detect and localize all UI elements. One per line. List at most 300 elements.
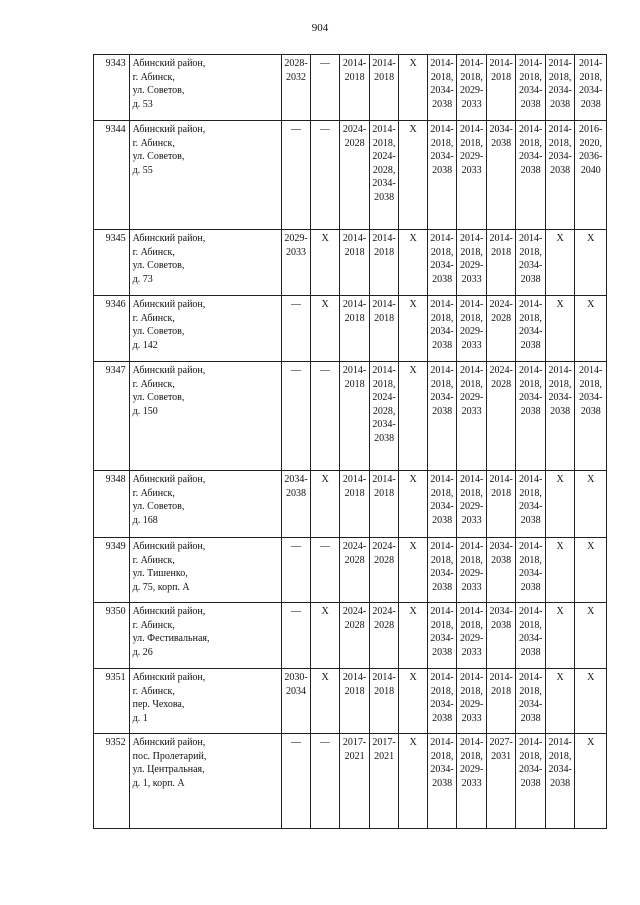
address-line: д. 150 — [132, 405, 158, 417]
period-line: 2018 — [491, 246, 512, 258]
period-line: 2033 — [461, 339, 482, 351]
period-line: X — [556, 606, 564, 617]
period-cell — [427, 55, 457, 121]
period-line: 2024- — [342, 606, 367, 617]
period-line: 2033 — [461, 405, 482, 417]
period-line: 2034- — [518, 326, 543, 338]
period-line: 2034- — [579, 85, 603, 97]
period-cell — [282, 538, 311, 603]
period-line: 2034- — [518, 260, 543, 272]
period-line: 2038 — [550, 98, 571, 110]
period-cell — [369, 362, 399, 471]
table-row — [94, 55, 607, 121]
address-line: Абинский район, — [132, 541, 206, 552]
period-line: X — [321, 606, 329, 617]
period-line: 2033 — [461, 581, 482, 593]
period-cell — [457, 471, 487, 538]
period-cell — [516, 471, 546, 538]
period-line: 2014- — [459, 672, 484, 683]
period-line: 2038 — [374, 191, 395, 203]
address-cell — [129, 734, 282, 829]
period-line: 2038 — [520, 405, 541, 417]
period-cell — [545, 296, 575, 362]
period-line: 2033 — [461, 164, 482, 176]
period-line: — — [291, 365, 302, 376]
period-line: 2014- — [489, 474, 513, 485]
address-line: д. 73 — [132, 273, 153, 285]
period-cell — [575, 669, 607, 734]
period-line: 2029- — [459, 764, 484, 776]
period-line: 2038 — [520, 712, 541, 724]
period-line: 2024- — [342, 541, 367, 552]
period-line: 2034- — [430, 151, 454, 163]
period-cell — [310, 603, 340, 669]
period-cell — [282, 296, 311, 362]
period-line: X — [409, 737, 417, 748]
address-line: г. Абинск, — [132, 554, 175, 566]
table-row — [94, 471, 607, 538]
address-line: г. Абинск, — [132, 685, 175, 697]
period-line: 2028, — [372, 164, 396, 176]
period-line: 2038 — [491, 554, 512, 566]
period-line: 2029- — [459, 85, 484, 97]
address-line: ул. Советов, — [132, 260, 185, 272]
period-line: 2031 — [491, 750, 512, 762]
period-line: 2028 — [491, 312, 512, 324]
period-line: X — [321, 672, 329, 683]
period-line: 2038 — [432, 581, 453, 593]
address-line: г. Абинск, — [132, 378, 175, 390]
table-row — [94, 603, 607, 669]
period-line: 2017- — [342, 737, 367, 748]
period-line: 2014- — [372, 474, 396, 485]
period-cell — [310, 538, 340, 603]
period-line: 2018 — [344, 312, 365, 324]
address-line: Абинский район, — [132, 365, 206, 376]
row-number: 9350 — [94, 603, 130, 669]
period-line: — — [291, 124, 302, 135]
period-line: 2014- — [459, 233, 484, 244]
period-line: 2021 — [374, 750, 395, 762]
period-cell — [575, 538, 607, 603]
period-line: 2018 — [344, 378, 365, 390]
period-line: 2038 — [491, 137, 512, 149]
period-line: 2038 — [432, 98, 453, 110]
period-cell — [369, 296, 399, 362]
period-line: 2034- — [548, 764, 572, 776]
period-line: 2033 — [461, 646, 482, 658]
period-line: 2034- — [518, 151, 543, 163]
period-cell — [427, 121, 457, 230]
period-line: X — [409, 606, 417, 617]
period-cell — [545, 538, 575, 603]
period-line: 2014- — [342, 233, 367, 244]
schedule-table — [93, 54, 607, 829]
period-cell — [457, 669, 487, 734]
address-line: ул. Центральная, — [132, 764, 205, 776]
period-line: 2018 — [374, 71, 395, 83]
period-line: 2034- — [579, 392, 603, 404]
period-cell — [310, 55, 340, 121]
period-line: 2034- — [518, 568, 543, 580]
row-number: 9349 — [94, 538, 130, 603]
period-cell — [486, 538, 516, 603]
period-line: 2014- — [430, 541, 454, 552]
address-cell — [129, 603, 282, 669]
period-cell — [340, 538, 370, 603]
period-line: 2014- — [459, 58, 484, 69]
period-line: 2018, — [430, 71, 454, 83]
period-line: X — [321, 474, 329, 485]
address-line: г. Абинск, — [132, 312, 175, 324]
period-line: 2018, — [460, 378, 483, 390]
period-line: 2014- — [579, 365, 603, 376]
address-line: г. Абинск, — [132, 619, 175, 631]
period-line: 2038 — [550, 777, 571, 789]
period-cell — [545, 734, 575, 829]
period-line: 2034- — [430, 85, 454, 97]
period-line: 2028 — [344, 137, 365, 149]
address-line: пос. Пролетарий, — [132, 750, 207, 762]
period-cell — [310, 362, 340, 471]
period-cell — [399, 296, 428, 362]
address-line: Абинский район, — [132, 124, 206, 135]
period-line: 2038 — [520, 646, 541, 658]
period-cell — [282, 669, 311, 734]
row-number: 9343 — [94, 55, 130, 121]
period-line: 2018, — [519, 71, 542, 83]
period-cell — [486, 230, 516, 296]
period-line: X — [556, 299, 564, 310]
address-line: д. 26 — [132, 646, 153, 658]
period-cell — [282, 121, 311, 230]
period-line: 2038 — [432, 405, 453, 417]
period-cell — [340, 55, 370, 121]
period-line: 2020, — [579, 137, 602, 149]
period-line: 2018 — [491, 487, 512, 499]
period-line: 2038 — [550, 164, 571, 176]
period-line: 2018, — [430, 619, 454, 631]
period-line: 2014- — [548, 737, 572, 748]
period-line: X — [556, 541, 564, 552]
period-line: 2029- — [459, 392, 484, 404]
period-line: X — [587, 299, 595, 310]
period-line: 2014- — [579, 58, 603, 69]
period-cell — [575, 296, 607, 362]
period-line: 2018, — [548, 750, 572, 762]
period-line: 2038 — [432, 712, 453, 724]
period-line: 2034- — [518, 392, 543, 404]
period-line: — — [291, 299, 302, 310]
period-line: 2018, — [460, 750, 483, 762]
period-line: 2021 — [344, 750, 365, 762]
period-cell — [427, 296, 457, 362]
period-cell — [516, 55, 546, 121]
address-line: Абинский район, — [132, 58, 206, 69]
period-cell — [369, 734, 399, 829]
period-line: 2014- — [430, 737, 454, 748]
period-line: 2018, — [430, 750, 454, 762]
period-cell — [340, 230, 370, 296]
period-line: 2028 — [344, 554, 365, 566]
period-cell — [310, 669, 340, 734]
period-line: 2038 — [520, 164, 541, 176]
period-cell — [545, 55, 575, 121]
period-line: 2028, — [372, 405, 396, 417]
address-line: ул. Советов, — [132, 326, 185, 338]
period-cell — [310, 230, 340, 296]
period-line: 2034- — [518, 633, 543, 645]
period-line: 2040 — [580, 164, 601, 176]
period-line: 2014- — [548, 124, 572, 135]
period-line: X — [409, 672, 417, 683]
period-line: X — [587, 541, 595, 552]
period-line: 2033 — [461, 98, 482, 110]
period-line: 2032 — [286, 71, 307, 83]
period-cell — [340, 296, 370, 362]
period-cell — [282, 230, 311, 296]
period-line: — — [291, 541, 302, 552]
period-line: 2034- — [489, 606, 513, 617]
period-line: 2038 — [520, 581, 541, 593]
address-line: Абинский район, — [132, 233, 206, 244]
period-line: X — [587, 737, 595, 748]
period-line: 2036- — [579, 151, 603, 163]
period-line: X — [556, 233, 564, 244]
period-cell — [427, 471, 457, 538]
period-line: 2014- — [548, 58, 572, 69]
period-line: 2034- — [430, 392, 454, 404]
period-line: 2027- — [489, 737, 513, 748]
period-cell — [545, 230, 575, 296]
period-line: 2014- — [342, 474, 367, 485]
period-cell — [457, 55, 487, 121]
period-cell — [340, 734, 370, 829]
period-line: 2018, — [460, 312, 483, 324]
period-line: 2014- — [459, 606, 484, 617]
period-line: 2018, — [460, 246, 483, 258]
period-line: 2018, — [519, 137, 542, 149]
address-line: Абинский район, — [132, 474, 206, 485]
period-line: 2034- — [430, 501, 454, 513]
period-line: 2018, — [372, 378, 396, 390]
period-cell — [486, 669, 516, 734]
period-line: 2034 — [286, 685, 307, 697]
address-cell — [129, 471, 282, 538]
period-line: 2038 — [580, 405, 601, 417]
period-line: 2018, — [430, 685, 454, 697]
address-line: д. 1, корп. А — [132, 777, 185, 789]
period-line: 2038 — [520, 98, 541, 110]
period-line: 2018 — [344, 487, 365, 499]
period-line: 2018, — [430, 137, 454, 149]
address-line: ул. Советов, — [132, 85, 185, 97]
period-line: 2034- — [518, 699, 543, 711]
period-line: 2034- — [518, 85, 543, 97]
period-line: — — [320, 541, 331, 552]
period-cell — [575, 121, 607, 230]
period-line: 2014- — [372, 672, 396, 683]
address-line: ул. Тишенко, — [132, 568, 188, 580]
period-line: 2014- — [459, 737, 484, 748]
period-line: 2024- — [489, 299, 513, 310]
period-line: X — [409, 365, 417, 376]
row-number: 9347 — [94, 362, 130, 471]
address-line: д. 1 — [132, 712, 148, 724]
period-line: 2038 — [520, 339, 541, 351]
period-line: 2029- — [459, 699, 484, 711]
address-line: д. 55 — [132, 164, 153, 176]
period-line: 2014- — [518, 233, 543, 244]
period-cell — [310, 296, 340, 362]
period-cell — [545, 121, 575, 230]
period-line: X — [321, 299, 329, 310]
period-line: 2034- — [372, 419, 396, 431]
period-line: 2018 — [344, 685, 365, 697]
period-line: 2018 — [374, 685, 395, 697]
period-line: 2038 — [432, 339, 453, 351]
period-line: 2018, — [548, 378, 572, 390]
period-line: 2029- — [459, 326, 484, 338]
period-line: 2014- — [430, 124, 454, 135]
period-line: 2038 — [520, 514, 541, 526]
period-line: 2014- — [430, 233, 454, 244]
period-cell — [575, 734, 607, 829]
period-line: 2033 — [461, 273, 482, 285]
period-line: 2018, — [460, 71, 483, 83]
period-line: 2028 — [344, 619, 365, 631]
period-cell — [457, 603, 487, 669]
period-line: 2033 — [461, 712, 482, 724]
period-line: 2018, — [430, 554, 454, 566]
period-line: X — [587, 474, 595, 485]
period-cell — [369, 55, 399, 121]
period-cell — [369, 471, 399, 538]
period-line: 2018, — [460, 685, 483, 697]
period-line: 2038 — [520, 273, 541, 285]
period-line: 2014- — [430, 365, 454, 376]
period-cell — [399, 362, 428, 471]
row-number: 9348 — [94, 471, 130, 538]
period-line: 2034- — [430, 764, 454, 776]
row-number: 9344 — [94, 121, 130, 230]
period-line: 2034- — [430, 699, 454, 711]
period-line: X — [409, 299, 417, 310]
period-cell — [399, 230, 428, 296]
period-cell — [369, 538, 399, 603]
period-line: 2034- — [430, 568, 454, 580]
period-cell — [516, 121, 546, 230]
period-line: 2038 — [432, 164, 453, 176]
address-line: ул. Советов, — [132, 392, 185, 404]
period-cell — [340, 471, 370, 538]
period-cell — [516, 296, 546, 362]
period-line: 2024- — [489, 365, 513, 376]
period-line: 2014- — [342, 58, 367, 69]
period-line: 2038 — [520, 777, 541, 789]
period-cell — [457, 121, 487, 230]
period-line: 2033 — [461, 777, 482, 789]
period-cell — [399, 669, 428, 734]
period-line: 2029- — [459, 568, 484, 580]
period-line: X — [321, 233, 329, 244]
period-line: 2018, — [519, 487, 542, 499]
period-line: 2018, — [579, 378, 602, 390]
period-line: X — [409, 124, 417, 135]
period-cell — [427, 734, 457, 829]
period-cell — [282, 471, 311, 538]
period-cell — [486, 121, 516, 230]
period-line: — — [320, 58, 331, 69]
period-cell — [340, 669, 370, 734]
period-line: 2018 — [344, 71, 365, 83]
period-line: 2018, — [430, 378, 454, 390]
period-line: 2018, — [430, 487, 454, 499]
period-line: 2034- — [430, 326, 454, 338]
period-cell — [369, 121, 399, 230]
table-row — [94, 734, 607, 829]
period-line: 2038 — [432, 514, 453, 526]
period-line: 2014- — [459, 365, 484, 376]
period-line: 2018, — [519, 378, 542, 390]
address-cell — [129, 538, 282, 603]
address-cell — [129, 669, 282, 734]
period-cell — [282, 603, 311, 669]
period-line: 2018, — [548, 71, 572, 83]
period-cell — [457, 230, 487, 296]
period-cell — [516, 538, 546, 603]
table-row — [94, 121, 607, 230]
period-cell — [575, 471, 607, 538]
period-line: 2018, — [460, 137, 483, 149]
period-line: 2029- — [459, 260, 484, 272]
period-line: 2034- — [548, 85, 572, 97]
address-line: д. 168 — [132, 514, 158, 526]
address-cell — [129, 362, 282, 471]
period-cell — [399, 55, 428, 121]
period-line: 2034- — [489, 124, 513, 135]
period-line: X — [409, 541, 417, 552]
period-line: X — [556, 672, 564, 683]
period-line: 2014- — [518, 299, 543, 310]
table-row — [94, 230, 607, 296]
period-line: — — [320, 124, 331, 135]
period-cell — [575, 55, 607, 121]
period-line: X — [587, 233, 595, 244]
period-line: 2033 — [286, 246, 307, 258]
period-cell — [545, 603, 575, 669]
period-line: 2016- — [579, 124, 603, 135]
period-cell — [575, 230, 607, 296]
address-line: д. 75, корп. А — [132, 581, 190, 593]
period-cell — [340, 121, 370, 230]
period-line: X — [587, 606, 595, 617]
period-line: 2014- — [459, 541, 484, 552]
period-line: 2014- — [548, 365, 572, 376]
period-line: 2038 — [432, 646, 453, 658]
period-line: X — [587, 672, 595, 683]
address-line: г. Абинск, — [132, 71, 175, 83]
period-cell — [399, 603, 428, 669]
period-line: — — [320, 365, 331, 376]
address-line: Абинский район, — [132, 606, 206, 617]
period-line: 2024- — [342, 124, 367, 135]
period-cell — [545, 362, 575, 471]
period-line: 2018, — [519, 750, 542, 762]
period-line: 2018, — [519, 619, 542, 631]
address-line: Абинский район, — [132, 299, 206, 310]
period-cell — [340, 362, 370, 471]
